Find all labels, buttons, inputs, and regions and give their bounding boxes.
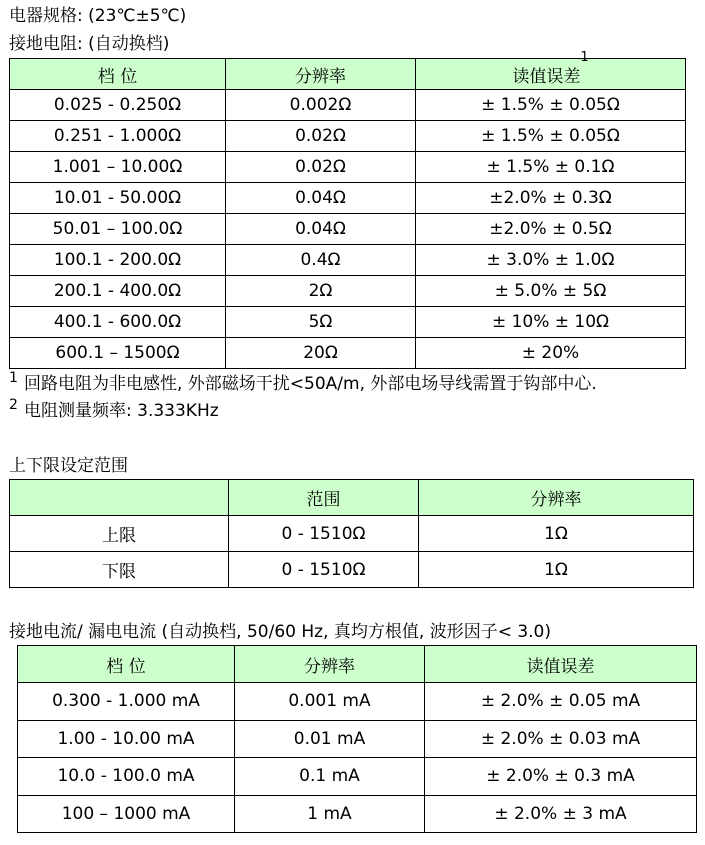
table-cell: 5Ω bbox=[226, 307, 416, 338]
ground-resistance-table bbox=[9, 49, 686, 369]
table-header-row bbox=[10, 480, 694, 516]
table-cell: 0 - 1510Ω bbox=[229, 552, 419, 588]
table-cell: ± 2.0% ± 0.3 mA bbox=[425, 758, 697, 796]
table-row bbox=[10, 276, 686, 307]
table-cell: 0.4Ω bbox=[226, 245, 416, 276]
table-cell: 10.01 - 50.00Ω bbox=[10, 183, 226, 214]
header-range: 档 位 bbox=[18, 646, 235, 683]
table-cell: 1.00 - 10.00 mA bbox=[18, 720, 235, 758]
ground-current-heading: 接地电流/ 漏电电流 (自动换档, 50/60 Hz, 真均方根值, 波形因子< 3.0) bbox=[9, 622, 552, 642]
table-cell: 1Ω bbox=[419, 552, 694, 588]
footnote-2 bbox=[9, 397, 219, 421]
footnote-ref: 1 bbox=[580, 49, 589, 65]
table-row bbox=[10, 183, 686, 214]
table-row bbox=[18, 758, 697, 796]
footnote-1 bbox=[9, 370, 597, 394]
table-cell: 1.001 – 10.00Ω bbox=[10, 152, 226, 183]
header-resolution: 分辨率 bbox=[419, 480, 694, 516]
table-row bbox=[10, 214, 686, 245]
table-cell: ± 3.0% ± 1.0Ω bbox=[416, 245, 686, 276]
table-cell: ± 5.0% ± 5Ω bbox=[416, 276, 686, 307]
table-row bbox=[18, 683, 697, 721]
table-cell: 0.300 - 1.000 mA bbox=[18, 683, 235, 721]
table-cell: 0.02Ω bbox=[226, 152, 416, 183]
table-cell: 600.1 – 1500Ω bbox=[10, 338, 226, 369]
table-cell: ± 20% bbox=[416, 338, 686, 369]
table-cell: 0.1 mA bbox=[235, 758, 425, 796]
table-row bbox=[18, 720, 697, 758]
limits-table bbox=[9, 479, 694, 588]
table-cell: 0.001 mA bbox=[235, 683, 425, 721]
header-range: 范围 bbox=[229, 480, 419, 516]
table-cell: 0.04Ω bbox=[226, 214, 416, 245]
table-row bbox=[10, 121, 686, 152]
table-cell: ± 1.5% ± 0.05Ω bbox=[416, 121, 686, 152]
footnote-mark: 2 bbox=[9, 397, 18, 413]
header-resolution: 分辨率 bbox=[226, 59, 416, 90]
table-cell: 20Ω bbox=[226, 338, 416, 369]
table-row bbox=[10, 552, 694, 588]
table-cell: ± 1.5% ± 0.1Ω bbox=[416, 152, 686, 183]
table-row bbox=[10, 516, 694, 552]
table-cell: 1Ω bbox=[419, 516, 694, 552]
footnote-mark: 1 bbox=[9, 370, 18, 386]
table-cell: 0 - 1510Ω bbox=[229, 516, 419, 552]
table-cell: 0.251 - 1.000Ω bbox=[10, 121, 226, 152]
ground-current-table bbox=[17, 645, 697, 833]
table-cell: 100.1 - 200.0Ω bbox=[10, 245, 226, 276]
table-cell: 50.01 – 100.0Ω bbox=[10, 214, 226, 245]
table-cell: ± 2.0% ± 0.03 mA bbox=[425, 720, 697, 758]
table-cell: ± 1.5% ± 0.05Ω bbox=[416, 90, 686, 121]
table-cell: 下限 bbox=[10, 552, 229, 588]
table-header-row bbox=[10, 59, 686, 90]
table-cell: ±2.0% ± 0.5Ω bbox=[416, 214, 686, 245]
header-accuracy-label: 读值误差 bbox=[512, 66, 581, 87]
table-header-row bbox=[18, 646, 697, 683]
table-row bbox=[10, 90, 686, 121]
table-cell: ± 10% ± 10Ω bbox=[416, 307, 686, 338]
table-cell: 1 mA bbox=[235, 795, 425, 833]
footnote-text: 电阻测量频率: 3.333KHz bbox=[24, 401, 219, 421]
table-cell: 0.02Ω bbox=[226, 121, 416, 152]
header-blank bbox=[10, 480, 229, 516]
table-cell: 100 – 1000 mA bbox=[18, 795, 235, 833]
table-cell: 0.04Ω bbox=[226, 183, 416, 214]
table-cell: 0.025 - 0.250Ω bbox=[10, 90, 226, 121]
limits-heading: 上下限设定范围 bbox=[9, 456, 128, 476]
table-cell: 2Ω bbox=[226, 276, 416, 307]
table-row bbox=[10, 152, 686, 183]
table-cell: ±2.0% ± 0.3Ω bbox=[416, 183, 686, 214]
table-row bbox=[18, 795, 697, 833]
table-cell: 上限 bbox=[10, 516, 229, 552]
header-accuracy: 读值误差 bbox=[425, 646, 697, 683]
footnote-text: 回路电阻为非电感性, 外部磁场干扰<50A/m, 外部电场导线需置于钩部中心. bbox=[24, 374, 597, 394]
table-cell: ± 2.0% ± 0.05 mA bbox=[425, 683, 697, 721]
table-row bbox=[10, 338, 686, 369]
table-cell: 0.01 mA bbox=[235, 720, 425, 758]
table-row bbox=[10, 307, 686, 338]
table-row bbox=[10, 245, 686, 276]
table-cell: 10.0 - 100.0 mA bbox=[18, 758, 235, 796]
table-cell: 200.1 - 400.0Ω bbox=[10, 276, 226, 307]
header-accuracy bbox=[416, 49, 686, 90]
table-cell: 400.1 - 600.0Ω bbox=[10, 307, 226, 338]
header-range: 档 位 bbox=[10, 59, 226, 90]
table-cell: 0.002Ω bbox=[226, 90, 416, 121]
table-cell: ± 2.0% ± 3 mA bbox=[425, 795, 697, 833]
ground-resistance-heading: 接地电阻: (自动换档) bbox=[9, 34, 170, 54]
spec-title: 电器规格: (23℃±5℃) bbox=[9, 6, 187, 26]
header-resolution: 分辨率 bbox=[235, 646, 425, 683]
